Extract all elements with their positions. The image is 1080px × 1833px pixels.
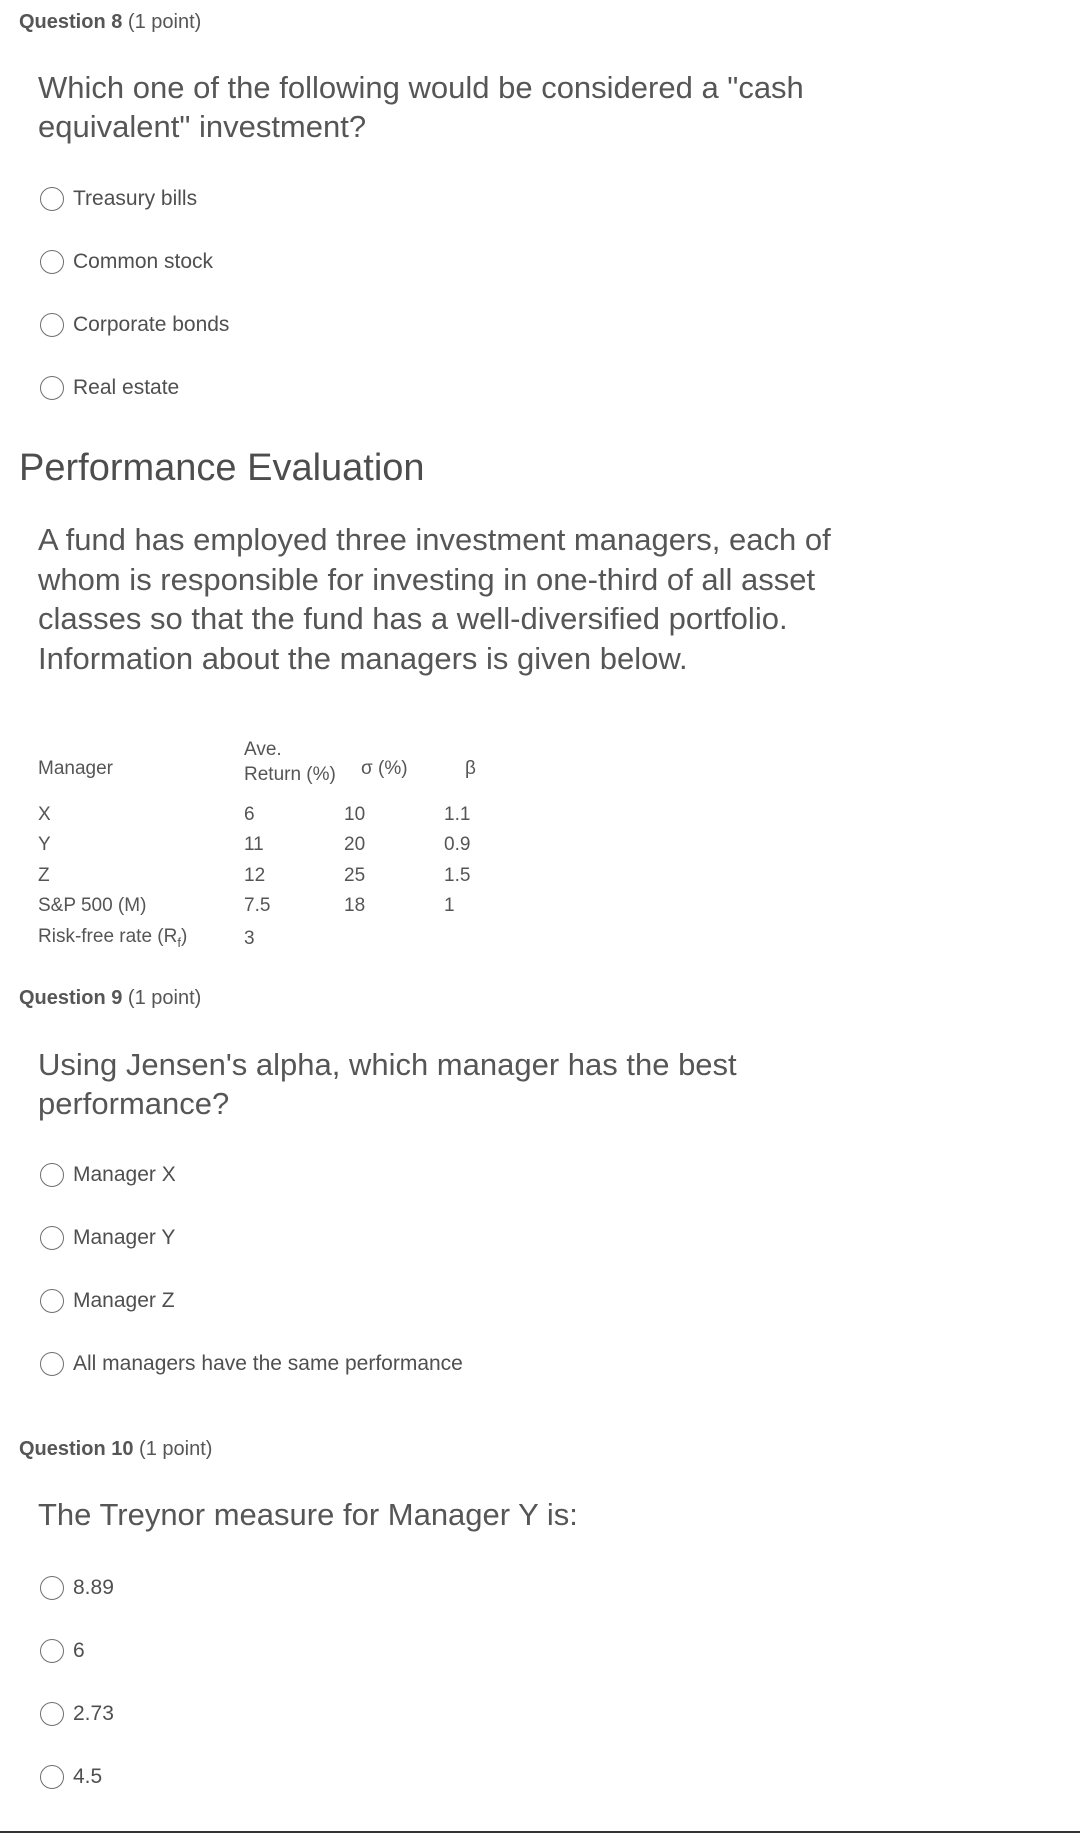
row-riskfree-return: 3: [244, 928, 255, 949]
question-points: (1 point): [127, 987, 202, 1009]
q9-option-manager-y[interactable]: [40, 1223, 175, 1253]
radio-button[interactable]: [40, 313, 64, 337]
radio-button[interactable]: [40, 1226, 64, 1250]
question-9-text: Using Jensen's alpha, which manager has the best performance?: [38, 1047, 737, 1121]
riskfree-subscript: f: [177, 934, 181, 950]
q10-option-2-73[interactable]: [40, 1699, 114, 1729]
option-label: Manager Y: [73, 1226, 176, 1249]
header-return-line2: Return (%): [244, 764, 336, 785]
q9-option-manager-z[interactable]: [40, 1286, 175, 1316]
row-y-beta: 0.9: [444, 834, 471, 855]
option-label: 6: [73, 1639, 85, 1662]
riskfree-close-paren: ): [180, 926, 188, 947]
question-10-header: [19, 1438, 212, 1461]
row-z-beta: 1.5: [444, 865, 471, 886]
radio-button[interactable]: [40, 1639, 64, 1663]
row-x-return: 6: [244, 804, 255, 825]
radio-button[interactable]: [40, 250, 64, 274]
header-sigma: σ (%): [361, 758, 408, 779]
question-8-header: [19, 11, 201, 34]
header-avg-return: [244, 737, 336, 787]
option-label: Manager Z: [73, 1289, 175, 1312]
row-x-manager: X: [38, 804, 51, 825]
radio-button[interactable]: [40, 1289, 64, 1313]
option-label: Manager X: [73, 1163, 176, 1186]
q8-option-real-estate[interactable]: [40, 373, 179, 403]
header-manager: Manager: [38, 758, 113, 779]
row-y-manager: Y: [38, 834, 51, 855]
q9-option-manager-x[interactable]: [40, 1160, 176, 1190]
row-sp500-manager: S&P 500 (M): [38, 895, 147, 916]
q10-option-4-5[interactable]: [40, 1762, 102, 1792]
row-sp500-return: 7.5: [244, 895, 271, 916]
header-beta: β: [465, 758, 476, 779]
row-riskfree-label: [38, 926, 187, 950]
q10-option-6[interactable]: [40, 1636, 85, 1666]
option-label: Corporate bonds: [73, 313, 230, 336]
radio-button[interactable]: [40, 1765, 64, 1789]
radio-button[interactable]: [40, 1352, 64, 1376]
radio-button[interactable]: [40, 1163, 64, 1187]
row-z-sigma: 25: [344, 865, 366, 886]
option-label: 4.5: [73, 1765, 103, 1788]
question-points: (1 point): [127, 11, 202, 33]
row-sp500-sigma: 18: [344, 895, 366, 916]
option-label: 2.73: [73, 1702, 114, 1725]
riskfree-label-text: Risk-free rate (R: [38, 926, 178, 947]
q10-option-8-89[interactable]: [40, 1573, 114, 1603]
q9-option-all-same[interactable]: [40, 1349, 463, 1379]
option-label: All managers have the same performance: [73, 1352, 463, 1375]
row-y-return: 11: [244, 834, 264, 855]
option-label: Treasury bills: [73, 187, 198, 210]
option-label: Common stock: [73, 250, 214, 273]
section-title: Performance Evaluation: [19, 447, 425, 489]
section-intro: A fund has employed three investment managers, each of whom is responsible for investing in one-third of all asset classes so that the fund has a well-diversified portfolio. Information about the managers is given below.: [38, 522, 831, 676]
question-9-header: [19, 987, 201, 1010]
row-z-return: 12: [244, 865, 266, 886]
row-sp500-beta: 1: [444, 895, 455, 916]
option-label: Real estate: [73, 376, 180, 399]
q8-option-treasury-bills[interactable]: [40, 184, 197, 214]
header-return-line1: Ave.: [244, 739, 282, 760]
question-number: Question 8: [19, 11, 123, 33]
question-number: Question 10: [19, 1438, 134, 1460]
question-10-text: The Treynor measure for Manager Y is:: [38, 1497, 578, 1532]
question-8-text: Which one of the following would be considered a "cash equivalent" investment?: [38, 70, 804, 144]
radio-button[interactable]: [40, 1576, 64, 1600]
row-y-sigma: 20: [344, 834, 366, 855]
question-points: (1 point): [139, 1438, 213, 1460]
row-z-manager: Z: [38, 865, 50, 886]
radio-button[interactable]: [40, 376, 64, 400]
radio-button[interactable]: [40, 187, 64, 211]
row-x-sigma: 10: [344, 804, 366, 825]
q8-option-corporate-bonds[interactable]: [40, 310, 229, 340]
question-number: Question 9: [19, 987, 123, 1009]
row-x-beta: 1.1: [444, 804, 471, 825]
q8-option-common-stock[interactable]: [40, 247, 213, 277]
radio-button[interactable]: [40, 1702, 64, 1726]
option-label: 8.89: [73, 1576, 114, 1599]
